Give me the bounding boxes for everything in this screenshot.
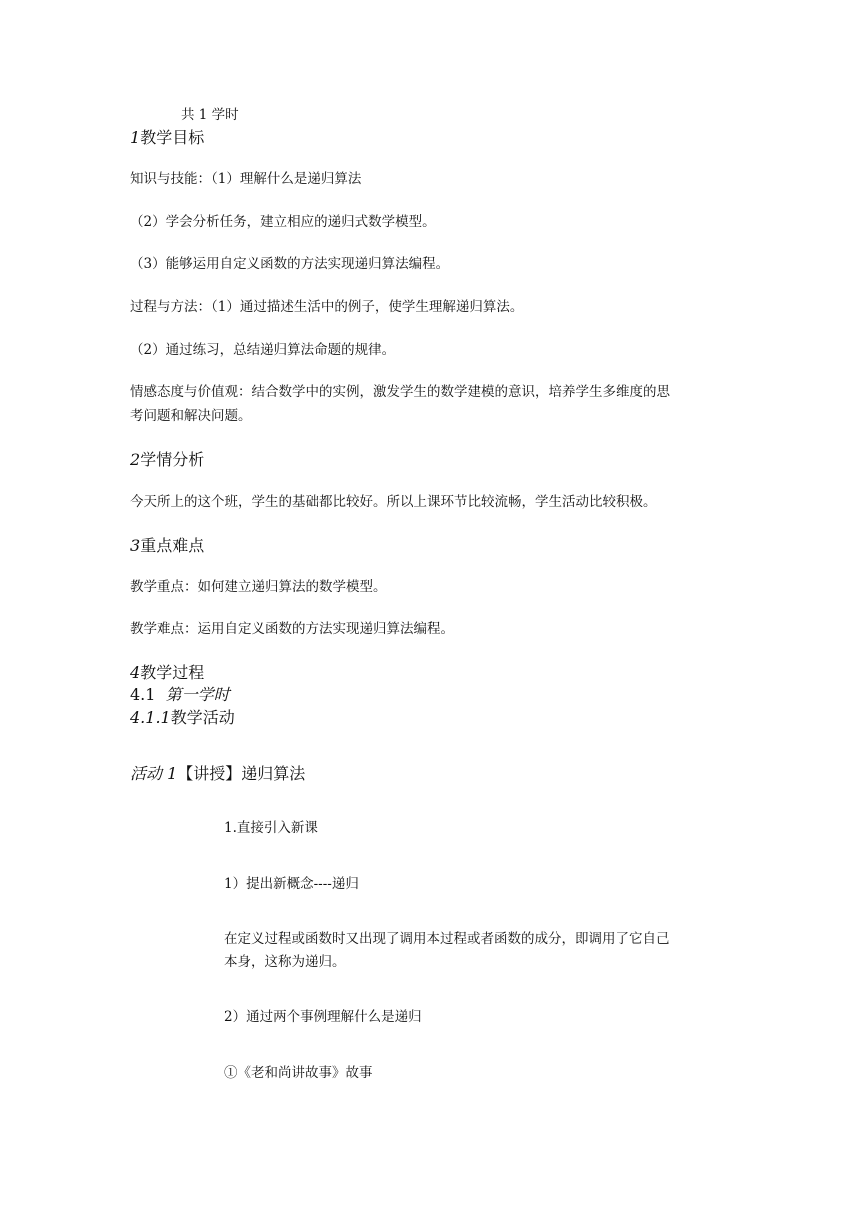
activity-prefix: 活动 1 <box>130 764 178 783</box>
teaching-focus: 教学重点：如何建立递归算法的数学模型。 <box>130 579 387 595</box>
objective-line: （2）通过练习，总结递归算法命题的规律。 <box>130 342 396 358</box>
section-number: 3 <box>130 536 141 555</box>
teaching-difficulty: 教学难点：运用自定义函数的方法实现递归算法编程。 <box>130 621 454 637</box>
objective-line: 过程与方法：（1）通过描述生活中的例子，使学生理解递归算法。 <box>130 299 524 315</box>
activity-heading <box>130 766 305 782</box>
objective-line: 考问题和解决问题。 <box>130 408 252 424</box>
activity-item: ①《老和尚讲故事》故事 <box>224 1065 373 1081</box>
activity-title: 递归算法 <box>241 764 306 783</box>
subsection-heading <box>130 687 230 703</box>
objective-line: 情感态度与价值观：结合数学中的实例，激发学生的数学建模的意识，培养学生多维度的思 <box>130 384 670 400</box>
subsection-title: 第一学时 <box>165 685 230 704</box>
section-heading-analysis <box>130 452 204 468</box>
section-heading-objectives <box>130 130 204 146</box>
subsubsection-title: 教学活动 <box>170 708 235 727</box>
section-title: 教学过程 <box>140 663 205 682</box>
section-number: 1 <box>130 128 141 147</box>
objective-line: （2）学会分析任务，建立相应的递归式数学模型。 <box>130 214 436 230</box>
section-title: 教学目标 <box>140 128 205 147</box>
analysis-text: 今天所上的这个班，学生的基础都比较好。所以上课环节比较流畅，学生活动比较积极。 <box>130 494 657 510</box>
objective-line: （3）能够运用自定义函数的方法实现递归算法编程。 <box>130 256 450 272</box>
activity-item: 1）提出新概念----递归 <box>224 876 359 892</box>
section-title: 学情分析 <box>140 450 205 469</box>
subsection-number: 4.1 <box>130 685 156 704</box>
class-hours: 共 1 学时 <box>181 107 239 123</box>
section-heading-keypoints <box>130 538 204 554</box>
activity-item: 在定义过程或函数时又出现了调用本过程或者函数的成分，即调用了它自己 <box>224 931 670 947</box>
section-number: 2 <box>130 450 141 469</box>
activity-tag: 【讲授】 <box>177 764 242 783</box>
activity-item: 本身，这称为递归。 <box>224 954 346 970</box>
subsubsection-heading <box>130 710 235 726</box>
activity-item: 2）通过两个事例理解什么是递归 <box>224 1009 422 1025</box>
activity-item: 1.直接引入新课 <box>224 820 318 836</box>
section-heading-process <box>130 665 204 681</box>
section-title: 重点难点 <box>140 536 205 555</box>
objective-line: 知识与技能：（1）理解什么是递归算法 <box>130 171 362 187</box>
section-number: 4 <box>130 663 141 682</box>
subsubsection-number: 4.1.1 <box>130 708 171 727</box>
